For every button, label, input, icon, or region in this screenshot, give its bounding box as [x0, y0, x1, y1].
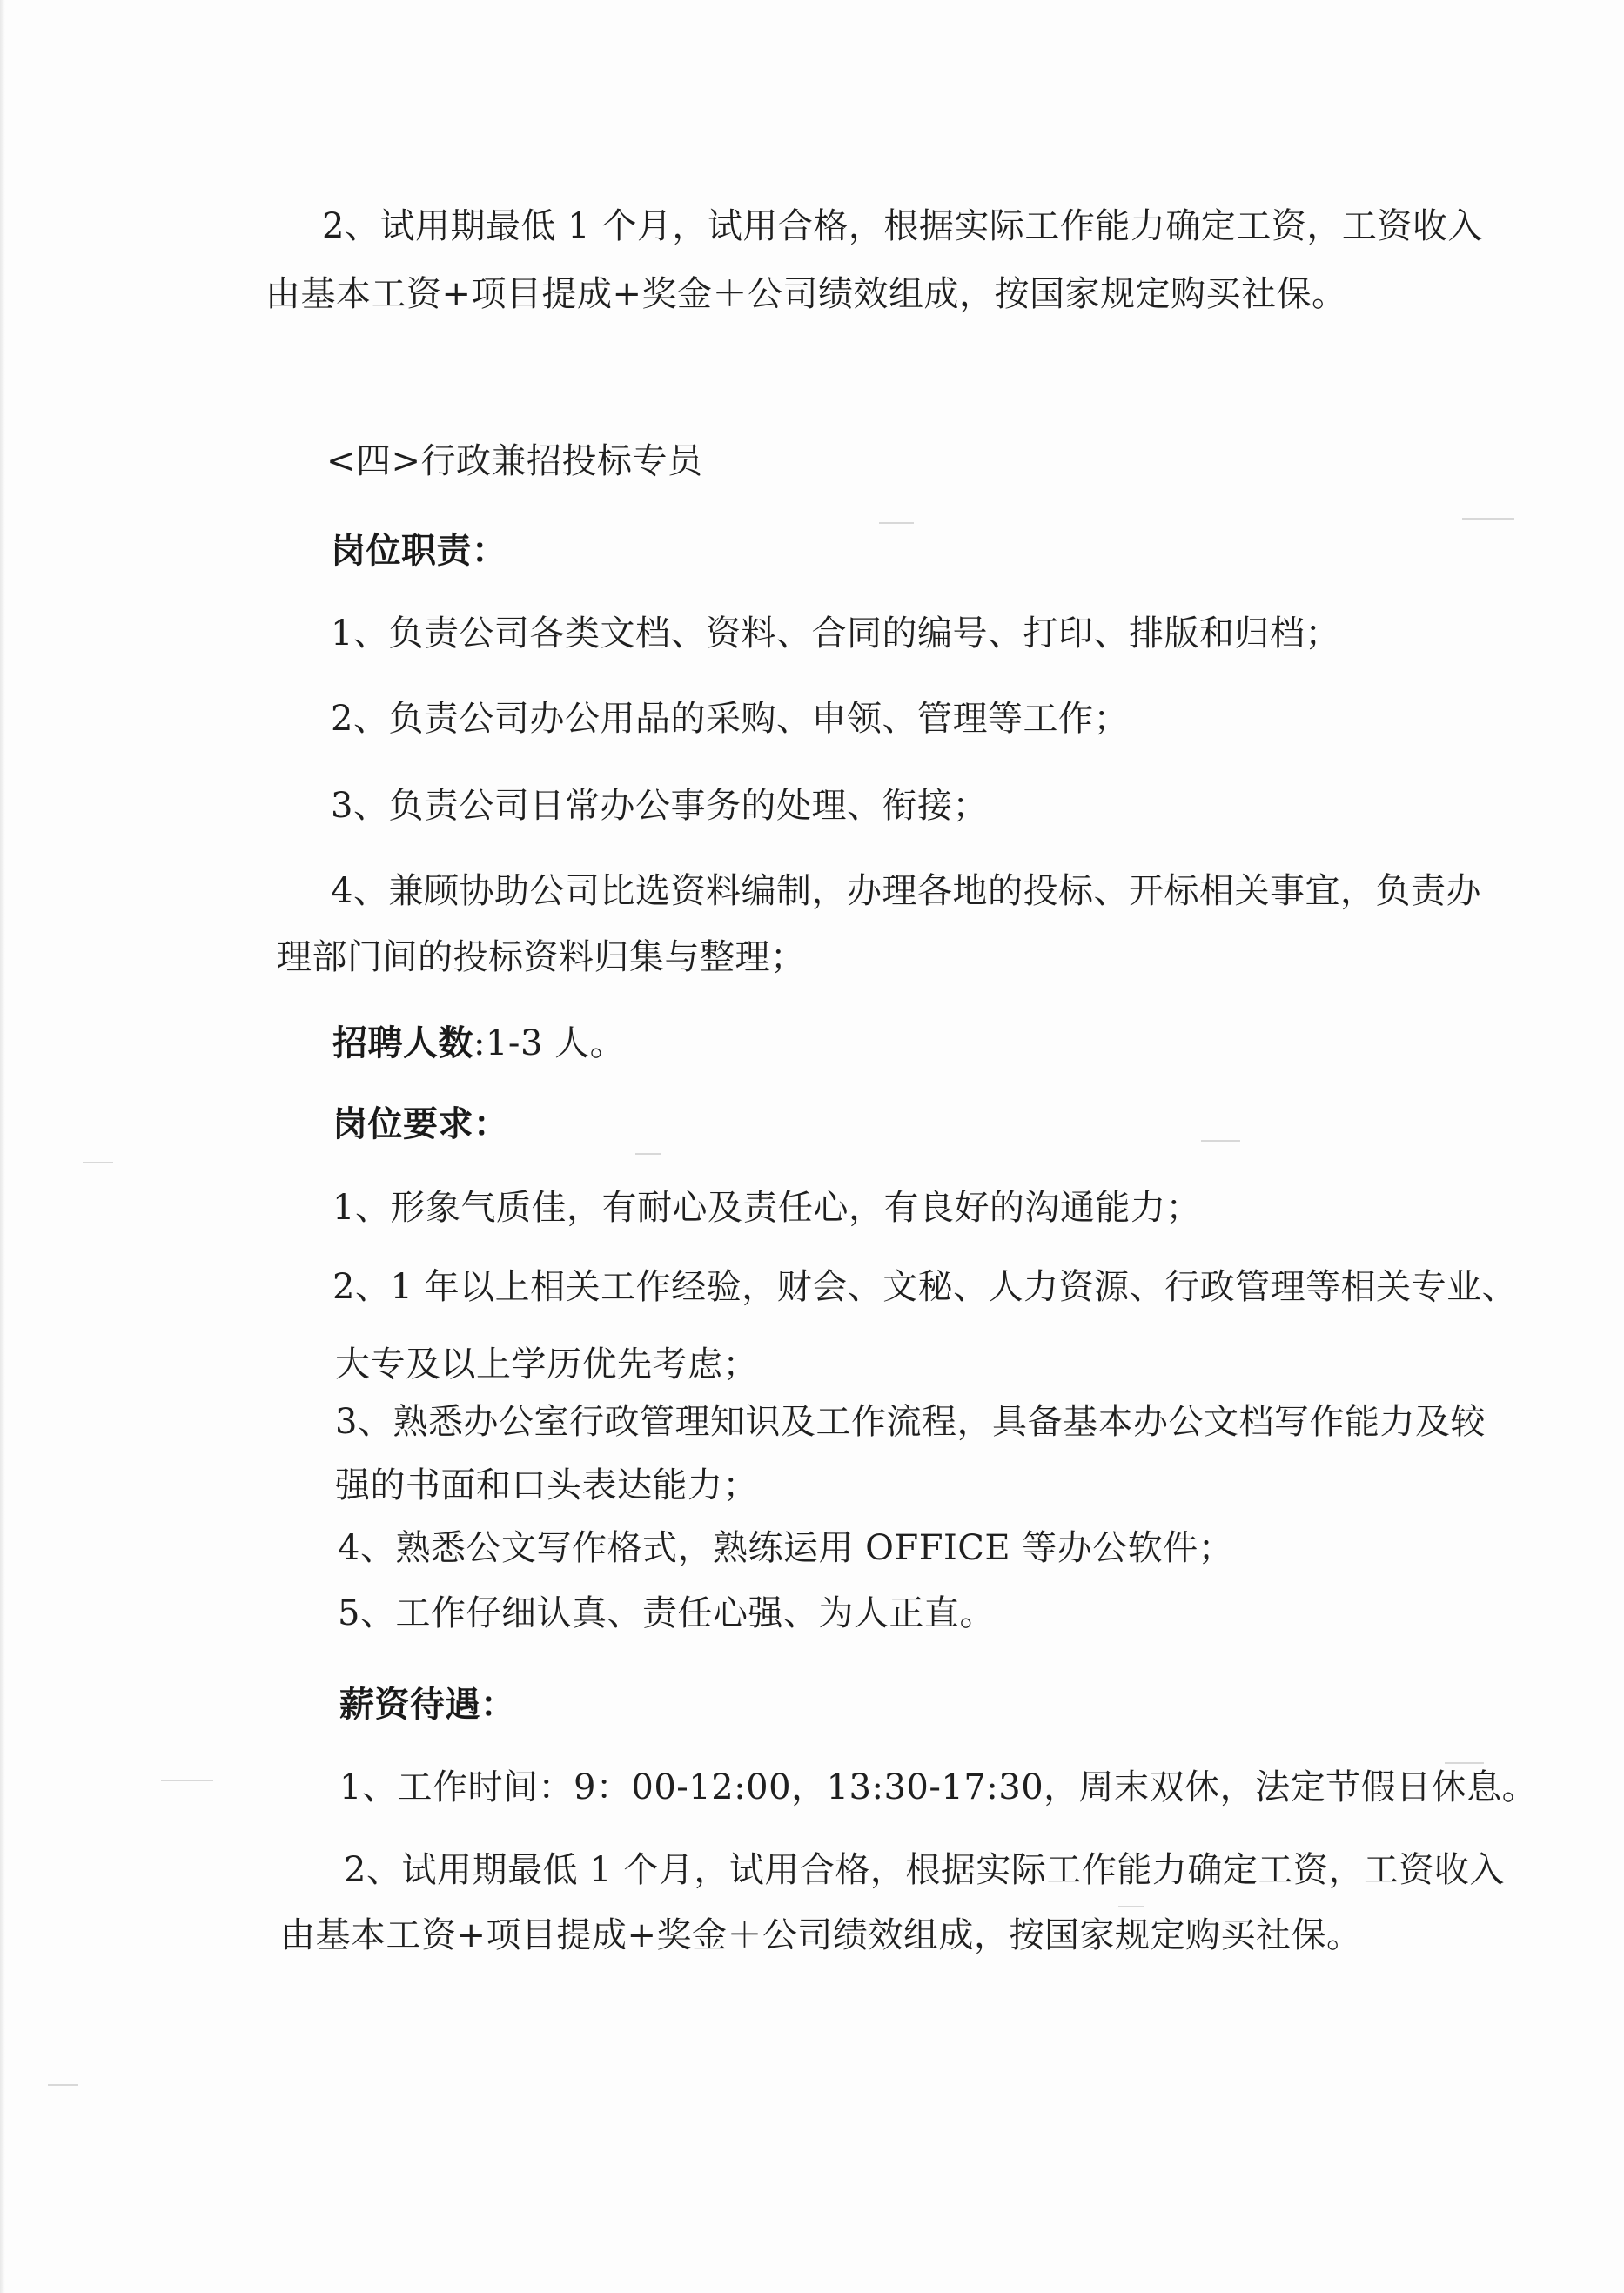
salary-item-2-line-2: 由基本工资+项目提成+奖金＋公司绩效组成，按国家规定购买社保。 [280, 1915, 1362, 1955]
requirement-item-1: 1、形象气质佳，有耐心及责任心，有良好的沟通能力； [332, 1188, 1201, 1228]
scan-speck [1118, 1906, 1144, 1907]
duty-item-3: 3、负责公司日常办公事务的处理、衔接； [331, 786, 988, 826]
headcount-value: :1-3 人。 [473, 1023, 626, 1063]
duty-item-4-line-2: 理部门间的投标资料归集与整理； [277, 937, 806, 977]
scan-speck [1462, 518, 1514, 520]
scan-speck [48, 2084, 78, 2086]
scan-speck [879, 522, 914, 524]
duties-heading: 岗位职责： [331, 530, 507, 571]
headcount-label: 招聘人数 [332, 1022, 473, 1063]
requirement-item-2-line-2: 大专及以上学历优先考虑； [335, 1344, 758, 1385]
scan-speck [635, 1153, 661, 1155]
salary-item-2-line-2: 由基本工资+项目提成+奖金＋公司绩效组成，按国家规定购买社保。 [265, 274, 1347, 314]
duty-item-1: 1、负责公司各类文档、资料、合同的编号、打印、排版和归档； [331, 613, 1340, 654]
requirement-item-3-line-2: 强的书面和口头表达能力； [335, 1465, 758, 1505]
requirements-heading: 岗位要求： [332, 1103, 509, 1144]
requirement-item-2-line-1: 2、1 年以上相关工作经验，财会、文秘、人力资源、行政管理等相关专业、 [332, 1267, 1518, 1307]
scan-speck [1445, 1762, 1484, 1764]
requirement-item-3-line-1: 3、熟悉办公室行政管理知识及工作流程，具备基本办公文档写作能力及较 [335, 1402, 1486, 1442]
duty-item-4-line-1: 4、兼顾协助公司比选资料编制，办理各地的投标、开标相关事宜，负责办 [331, 871, 1481, 911]
section-title: <四>行政兼招投标专员 [326, 441, 703, 481]
requirement-item-4: 4、熟悉公文写作格式，熟练运用 OFFICE 等办公软件； [338, 1528, 1234, 1568]
salary-item-1: 1、工作时间：9：00-12:00，13:30-17:30，周末双休，法定节假日休息。 [339, 1767, 1538, 1807]
headcount [332, 1022, 625, 1064]
salary-item-2-line-1: 2、试用期最低 1 个月，试用合格，根据实际工作能力确定工资，工资收入 [322, 206, 1483, 246]
scan-speck [161, 1780, 213, 1781]
requirement-item-5: 5、工作仔细认真、责任心强、为人正直。 [338, 1593, 995, 1633]
salary-item-2-line-1: 2、试用期最低 1 个月，试用合格，根据实际工作能力确定工资，工资收入 [344, 1850, 1505, 1890]
scan-speck [83, 1162, 113, 1163]
duty-item-2: 2、负责公司办公用品的采购、申领、管理等工作； [331, 699, 1129, 739]
scan-speck [1201, 1140, 1240, 1142]
salary-heading: 薪资待遇： [339, 1684, 516, 1725]
page-edge-shadow [0, 0, 5, 2293]
